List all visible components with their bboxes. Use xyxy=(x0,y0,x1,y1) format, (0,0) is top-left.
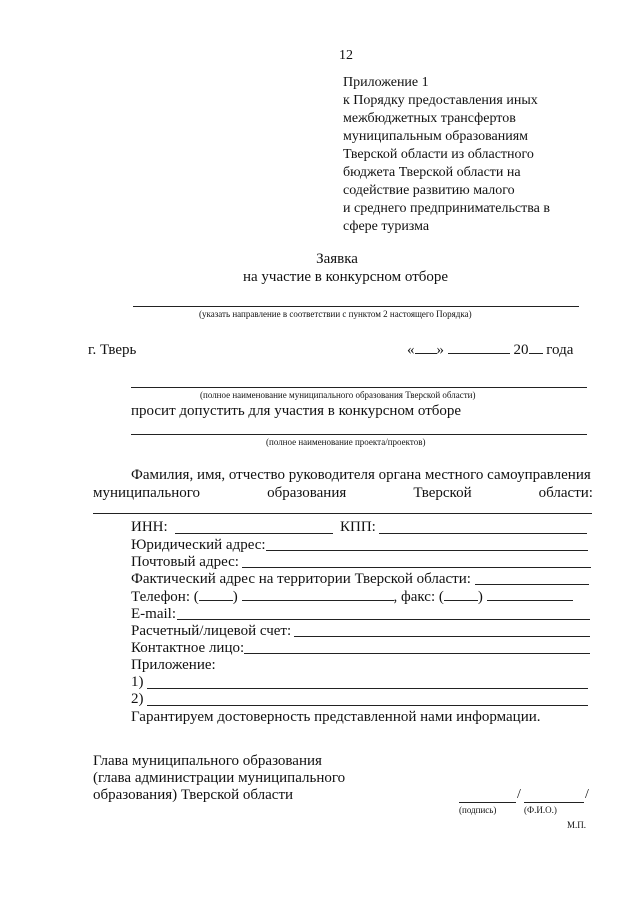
appendix-line: бюджета Тверской области на xyxy=(343,165,521,180)
document-title: Заявка xyxy=(316,251,358,267)
attachment-item-1: 1) xyxy=(131,674,144,690)
email-field[interactable] xyxy=(177,619,590,620)
postal-address-label: Почтовый адрес: xyxy=(131,554,239,570)
actual-address-label: Фактический адрес на территории Тверской области: xyxy=(131,571,471,587)
attachment-item-2: 2) xyxy=(131,691,144,707)
date-open-quote: « xyxy=(407,342,415,358)
appendix-line: межбюджетных трансфертов xyxy=(343,111,516,126)
contact-label: Контактное лицо: xyxy=(131,640,245,656)
signatory-line-2: (глава администрации муниципального xyxy=(93,770,346,786)
attachment-field-1[interactable] xyxy=(147,688,588,689)
head-name-label: Фамилия, имя, отчество руководителя органа местного самоуправления xyxy=(131,467,591,483)
city-label: г. Тверь xyxy=(88,342,137,358)
signatory-line-1: Глава муниципального образования xyxy=(93,753,322,769)
head-name-label-cont xyxy=(93,484,593,502)
inn-label: ИНН: xyxy=(131,519,168,535)
actual-address-field[interactable] xyxy=(475,584,589,585)
kpp-label: КПП: xyxy=(340,519,376,535)
month-blank[interactable] xyxy=(448,341,510,354)
legal-address-field[interactable] xyxy=(266,550,588,551)
fio-field[interactable] xyxy=(524,802,584,803)
appendix-line: Тверской области из областного xyxy=(343,147,534,162)
fax-number-field[interactable] xyxy=(487,588,573,601)
legal-address-label: Юридический адрес: xyxy=(131,537,266,553)
head-name-blank[interactable] xyxy=(93,513,592,514)
document-subtitle: на участие в конкурсном отборе xyxy=(243,269,449,285)
fax-code-open: ( xyxy=(438,589,444,605)
municipality-hint: (полное наименование муниципального образования Тверской области) xyxy=(200,390,476,400)
appendix-line: содействие развитию малого xyxy=(343,183,515,198)
project-blank[interactable] xyxy=(131,434,587,435)
contact-field[interactable] xyxy=(244,653,590,654)
date-century: 20 xyxy=(513,342,529,358)
phone-code-open: ( xyxy=(193,589,199,605)
project-hint: (полное наименование проекта/проектов) xyxy=(266,437,426,447)
fio-hint: (Ф.И.О.) xyxy=(524,805,557,815)
request-text: просит допустить для участия в конкурсном отборе xyxy=(131,403,462,419)
postal-address-field[interactable] xyxy=(242,567,591,568)
year-word: года xyxy=(546,342,574,358)
signature-field[interactable] xyxy=(459,802,516,803)
attachment-label: Приложение: xyxy=(131,657,216,673)
attachment-field-2[interactable] xyxy=(147,705,588,706)
appendix-line: и среднего предпринимательства в xyxy=(343,201,550,216)
guarantee-text: Гарантируем достоверность представленной нами информации. xyxy=(131,709,541,725)
head-name-word: области: xyxy=(538,485,593,501)
direction-hint: (указать направление в соответствии с пунктом 2 настоящего Порядка) xyxy=(199,309,472,319)
inn-field[interactable] xyxy=(175,533,333,534)
appendix-header xyxy=(343,74,550,236)
signatory-line-3: образования) Тверской области xyxy=(93,787,294,803)
fax-code-field[interactable] xyxy=(444,588,478,601)
head-name-word: Тверской xyxy=(413,485,472,501)
direction-blank[interactable] xyxy=(133,306,579,307)
appendix-line: к Порядку предоставления иных xyxy=(343,93,538,108)
day-blank[interactable] xyxy=(415,341,437,354)
head-name-word: образования xyxy=(267,485,347,501)
appendix-line: сфере туризма xyxy=(343,219,430,234)
appendix-line: Приложение 1 xyxy=(343,75,429,90)
phone-code-close: ) xyxy=(232,589,238,605)
date-line xyxy=(407,341,573,359)
signature-hint: (подпись) xyxy=(459,805,497,815)
appendix-line: муниципальным образованиям xyxy=(343,129,528,144)
fax-code-close: ) xyxy=(477,589,483,605)
head-name-word: муниципального xyxy=(93,485,201,501)
fax-label: , факс: xyxy=(393,589,436,605)
stamp-label: М.П. xyxy=(567,820,587,830)
kpp-field[interactable] xyxy=(379,533,587,534)
date-close-quote: » xyxy=(436,342,444,358)
phone-row xyxy=(131,588,573,606)
fio-slash: / xyxy=(585,787,589,802)
account-label: Расчетный/лицевой счет: xyxy=(131,623,292,639)
municipality-blank[interactable] xyxy=(131,387,587,388)
phone-number-field[interactable] xyxy=(242,588,394,601)
phone-label: Телефон: xyxy=(131,589,190,605)
page-number: 12 xyxy=(339,48,353,63)
signature-slash: / xyxy=(517,787,521,802)
email-label: E-mail: xyxy=(131,606,176,622)
account-field[interactable] xyxy=(294,636,590,637)
phone-code-field[interactable] xyxy=(199,588,233,601)
year-blank[interactable] xyxy=(529,341,543,354)
